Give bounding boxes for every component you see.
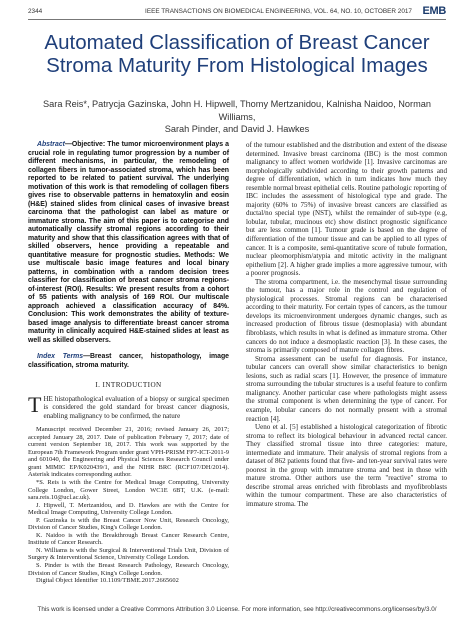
abstract xyxy=(28,141,229,345)
footnote-doi: Digital Object Identifier 10.1109/TBME.2017.2665602 xyxy=(36,577,179,585)
journal-name: IEEE TRANSACTIONS ON BIOMEDICAL ENGINEERING, VOL. 64, NO. 10, OCTOBER 2017 xyxy=(145,8,412,15)
license-footer: This work is licensed under a Creative Commons Attribution 3.0 License. For more information, see http://creativecommons.org/licenses/by/3.0/ xyxy=(37,606,437,613)
section-heading-introduction: I. INTRODUCTION xyxy=(95,381,162,389)
introduction-text: HE histopathological evaluation of a biopsy or surgical specimen is considered the gold standard for breast cancer diagnosis, enabling malignancy to be confirmed, the nature xyxy=(43,394,229,420)
page-number: 2344 xyxy=(28,8,43,15)
introduction-paragraph xyxy=(28,391,229,421)
paper-title: Automated Classification of Breast Cancer Stroma Maturity From Histological Images xyxy=(44,31,430,77)
footnote-affiliation: *S. Reis is with the Centre for Medical Image Computing, University College London, Gower Street, London WC1E 6BT, U.K. (e-mail: sara.reis.10@ucl.ac.uk). xyxy=(28,479,229,502)
index-terms-text: —Breast cancer, histopathology, image classification, stroma maturity. xyxy=(28,353,229,369)
body-paragraph: Stroma assessment can be useful for diagnosis. For instance, tubular cancers can overall show similar characteristics to benign lesions, such as radial scars [1]. However, the presence of immature stroma surrounding the tubular structures is a useful feature to confirm malignancy. Another particular case where pathologists might assess the stromal component is when determining the type of cancer. For example, lobular cancers do not normally present with a stromal reaction [4]. xyxy=(246,354,447,423)
footnote-affiliation: S. Pinder is with the Breast Research Pathology, Research Oncology, Division of Cancer Studies, King's College London. xyxy=(28,562,229,577)
body-paragraph: The stroma compartment, i.e. the mesenchymal tissue surrounding the tumour, has a major role in the control and regulation of physiological processes. Stromal regions can be characterised according to their maturity. For certain types of cancers, as the tumour develops its microenvironment undergoes dynamic changes, such as increased production of fibrous tissue (desmoplasia) with abundant fibroblasts, which results in what is defined as immature stroma. Other cancers do not induce a desmoplastic reaction [3]. In these cases, the stroma is primarily composed of mature collagen fibres. xyxy=(246,277,447,355)
body-paragraph: Ueno et al. [5] established a histological categorization of fibrotic stroma to reflect its biological behaviour in advanced rectal cancer. They classified stromal tissue into three categories: mature, intermediate and immature. Their analysis of stromal regions from a dataset of 862 patients found that five- and ten-year survival rates were poorest in the group with immature stroma and best in those with mature stroma. Other authors use the term "reactive" stroma to describe stromal areas enriched with fibroblasts and myofibroblasts within the tumour compartment. These are also characteristics of immature stroma. The xyxy=(246,423,447,508)
footnotes xyxy=(28,426,229,584)
footnote-affiliation: K. Naidoo is with the Breakthrough Breast Cancer Research Centre, Institute of Cancer Research. xyxy=(28,531,229,547)
emb-logo xyxy=(422,5,446,17)
header-rule xyxy=(28,19,446,20)
footnote-affiliation: P. Gazinska is with the Breast Cancer Now Unit, Research Oncology, Division of Cancer Studies, King's College London. xyxy=(28,516,229,532)
right-column xyxy=(246,141,447,509)
body-paragraph: of the tumour established and the distribution and extent of the disease determined. Invasive breast carcinoma (IBC) is the most common malignancy to affect women worldwide [1]. Invasive carcinomas are morphologically subdivided according to their growth patterns and degree of differentiation, which in turn indicates how much they resemble normal breast epithelial cells. Routine pathologic reporting of IBC includes the assessment of histological type and grade. The majority (60% to 75%) of invasive breast cancers are classified as ductal/no special type (NST), whilst the remainder of sub-type (e.g, lobular, tubular, mucinous etc) show distinct prognostic significance but are less common [1]. Tumour grade is based on the degree of differentiation of the tumour tissue and can be applied to all types of cancer. It is a composite, semi-quantitative score of tubule formation, nuclear pleomorphism/atypia and mitotic activity in the malignant epithelium [2]. A higher grade implies a more aggressive tumour, with a poorer prognosis. xyxy=(246,141,447,278)
authors-line-1: Sara Reis*, Patrycja Gazinska, John H. Hipwell, Thomy Mertzanidou, Kalnisha Naidoo, Norman Williams, xyxy=(43,99,431,122)
footnote-affiliation: N. Williams is with the Surgical & Interventional Trials Unit, Division of Surgery & Interventional Science, University College London. xyxy=(28,546,229,562)
index-terms-label: Index Terms xyxy=(37,353,84,360)
left-column xyxy=(28,141,229,585)
footnote-manuscript: Manuscript received December 21, 2016; revised January 26, 2017; accepted January 28, 2017. Date of publication February 7, 2017; date of current version September 18, 2017. This work was supported by the European 7th Framework Program under grant VPH-PRISM FP7-ICT-2011-9 and 601040, the Engineering and Physical Sciences Research Council under grant MIMIC EP/K020439/1, and the NIHR BRC (RCF107/DH/2014). Asterisk indicates corresponding author. xyxy=(28,426,229,479)
authors-line-2: Sarah Pinder, and David J. Hawkes xyxy=(164,124,310,134)
author-list xyxy=(30,98,444,136)
abstract-label: Abstract xyxy=(37,141,65,148)
drop-cap: T xyxy=(28,391,42,417)
index-terms xyxy=(28,353,229,370)
abstract-text: —Objective: The tumor microenvironment plays a crucial role in regulating tumor progression by a number of different mechanisms, in particular, the remodeling of collagen fibers in tumor-associated stroma, which has been reported to be related to patient survival. The underlying motivation of this work is that remodeling of collagen fibers gives rise to observable patterns in hematoxylin and eosin (H&E) stained slides from clinical cases of invasive breast carcinoma that the pathologist can label as mature or immature stroma. The aim of this paper is to categorise and automatically classify stromal regions according to their maturity and show that this classification agrees with that of skilled observers, hence providing a repeatable and quantitative measure for prognostic studies. Methods: We use multiscale basic image features and local binary patterns, in combination with a random decision trees classifier for classification of breast cancer stroma regions-of-interest (ROI). Results: We present results from a cohort of 55 patients with analysis of 169 ROI. Our multiscale approach achieved a classification accuracy of 84%. Conclusion: This work demonstrates the ability of texture-based image analysis to differentiate breast cancer stroma maturity in clinically acquired H&E-stained slides at least as well as skilled observers. xyxy=(28,141,229,344)
running-header xyxy=(28,5,446,19)
footnote-affiliation: J. Hipwell, T. Mertzanidou, and D. Hawkes are with the Centre for Medical Image Computing, University College London. xyxy=(28,501,229,517)
emb-logo-text: EMB xyxy=(422,5,446,17)
